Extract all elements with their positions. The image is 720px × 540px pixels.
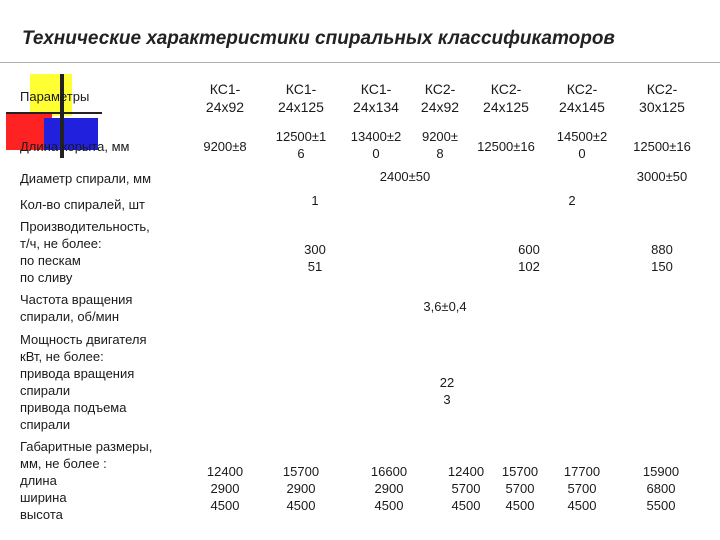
spiral-diameter-value: 2400±50 <box>379 169 431 184</box>
model-header: КС2- 24х92 <box>420 81 460 115</box>
dimensions-value: 15700 5700 4500 <box>501 464 539 513</box>
capacity-value: 600 102 <box>518 242 540 274</box>
row-label-rotation: Частота вращения спирали, об/мин <box>20 292 133 324</box>
model-header: КС2- 24х145 <box>559 81 605 115</box>
trough-length-value: 9200±8 <box>203 139 247 154</box>
spiral-count-value: 2 <box>568 193 576 208</box>
title-divider <box>0 62 720 63</box>
trough-length-value: 13400±2 0 <box>350 129 402 161</box>
motor-power-value: 22 3 <box>439 375 455 407</box>
trough-length-value: 9200± 8 <box>421 129 459 161</box>
decor-horizontal-bar <box>6 112 102 114</box>
row-label-dimensions: Габаритные размеры, мм, не более : длина ширина высота <box>20 439 153 522</box>
trough-length-value: 14500±2 0 <box>556 129 608 161</box>
spiral-diameter-value: 3000±50 <box>636 169 688 184</box>
capacity-value: 300 51 <box>304 242 326 274</box>
model-header: КС1- 24х125 <box>278 81 324 115</box>
trough-length-value: 12500±16 <box>633 139 691 154</box>
row-label-capacity: Производительность, т/ч, не более: по пескам по сливу <box>20 219 150 285</box>
dimensions-value: 17700 5700 4500 <box>563 464 601 513</box>
trough-length-value: 12500±1 6 <box>275 129 327 161</box>
model-header: КС1- 24х134 <box>353 81 399 115</box>
model-header: КС1- 24х92 <box>205 81 245 115</box>
dimensions-value: 15900 6800 5500 <box>642 464 680 513</box>
dimensions-value: 15700 2900 4500 <box>282 464 320 513</box>
row-label-trough-length: Длина корыта, мм <box>20 139 130 154</box>
row-label-spiral-diameter: Диаметр спирали, мм <box>20 171 152 186</box>
model-header: КС2- 24х125 <box>483 81 529 115</box>
param-header: Параметры <box>20 89 90 104</box>
dimensions-value: 12400 2900 4500 <box>206 464 244 513</box>
page-title: Технические характеристики спиральных классификаторов <box>22 28 615 49</box>
row-label-spiral-count: Кол-во спиралей, шт <box>20 197 145 212</box>
model-header: КС2- 30х125 <box>639 81 685 115</box>
dimensions-value: 16600 2900 4500 <box>370 464 408 513</box>
capacity-value: 880 150 <box>651 242 673 274</box>
spiral-count-value: 1 <box>311 193 319 208</box>
trough-length-value: 12500±16 <box>477 139 535 154</box>
row-label-motor-power: Мощность двигателя кВт, не более: привода вращения спирали привода подъема спирали <box>20 332 147 432</box>
dimensions-value: 12400 5700 4500 <box>447 464 485 513</box>
rotation-value: 3,6±0,4 <box>423 299 467 314</box>
